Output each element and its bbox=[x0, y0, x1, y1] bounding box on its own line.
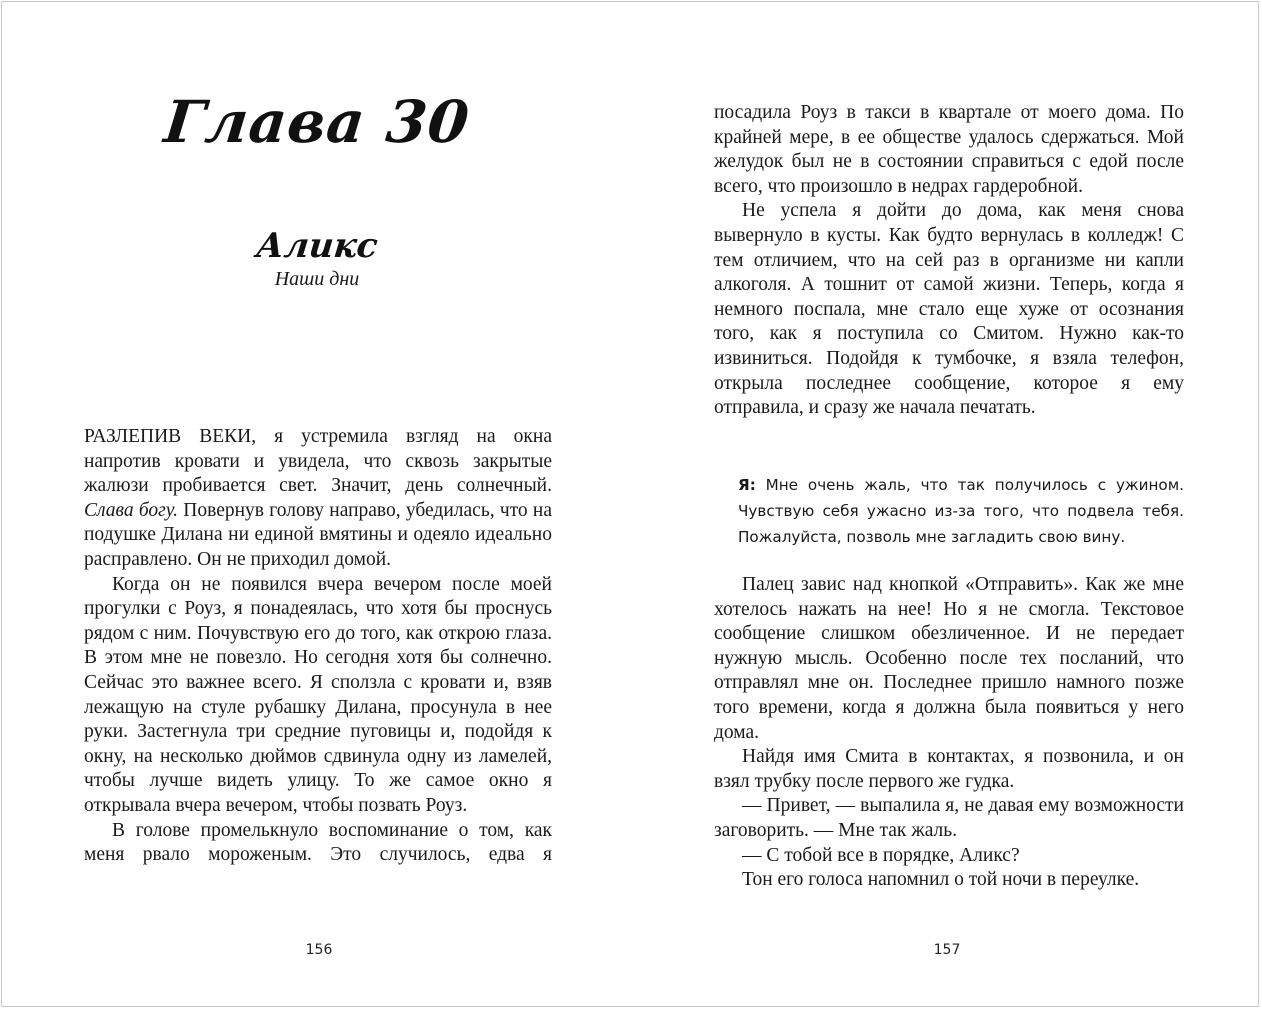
right-page-body-bottom bbox=[714, 573, 1184, 893]
left-page bbox=[2, 2, 632, 1008]
paragraph: Когда он не появился вчера вечером после моей прогулки с Роуз, я понадеялась, что хотя бы проснусь рядом с ним. Почувствую его до того, как открою глаза. В этом мне не повезло. Но сегодня хотя бы солнечно. Сейчас это важнее всего. Я сползла с кровати и, взяв лежащую на стуле рубашку Дилана, просунула в нее руки. Застегнула три средние пуговицы и, подойдя к окну, на несколько дюймов сдвинула одну из ламелей, чтобы лучше видеть улицу. То же самое окно я открывала вчера вечером, чтобы позвать Роуз. bbox=[84, 573, 552, 816]
italic-phrase: Слава богу. bbox=[84, 499, 179, 521]
paragraph: Найдя имя Смита в контактах, я позвонила, и он взял трубку после первого же гудка. bbox=[714, 746, 1184, 792]
pov-character-name: Аликс bbox=[254, 226, 380, 266]
right-page-body-top bbox=[714, 101, 1184, 421]
right-page bbox=[632, 2, 1260, 1008]
pov-time-subtitle: Наши дни bbox=[274, 268, 360, 290]
message-sender: Я: bbox=[738, 476, 756, 494]
paragraph bbox=[84, 425, 552, 573]
paragraph-lead: РАЗЛЕПИВ ВЕКИ, я устремила взгляд на окна напротив кровати и увидела, что сквозь закрытые жалюзи пробивается свет. Значит, день солнечный. bbox=[84, 426, 552, 497]
dialogue-line: — С тобой все в порядке, Аликс? bbox=[742, 844, 1020, 866]
page-number: 157 bbox=[933, 942, 961, 958]
paragraph: посадила Роуз в такси в квартале от моего дома. По крайней мере, в ее обществе удалось сдержаться. Мой желудок был не в состоянии справиться с едой после всего, что произошло в недрах гардеробной. bbox=[714, 102, 1184, 197]
left-page-body bbox=[84, 425, 552, 868]
paragraph-rest: Повернув голову направо, убедилась, что на подушке Дилана ни единой вмятины и одеяло идеально расправлено. Он не приходил домой. bbox=[84, 499, 552, 570]
book-spread bbox=[1, 1, 1259, 1007]
dialogue-line: — Привет, — выпалила я, не давая ему возможности заговорить. — Мне так жаль. bbox=[714, 795, 1184, 841]
chapter-title: Глава 30 bbox=[161, 88, 473, 156]
paragraph: В голове промелькнуло воспоминание о том, как меня рвало мороженым. Это случилось, едва я bbox=[84, 819, 552, 866]
paragraph: Не успела я дойти до дома, как меня снова вывернуло в кусты. Как будто вернулась в колледж! С тем отличием, что на сей раз в организме ни капли алкоголя. А тошнит от самой жизни. Теперь, когда я немного поспала, мне стало еще хуже от осознания того, как я поступила со Смитом. Нужно как-то извиниться. Подойдя к тумбочке, я взяла телефон, открыла последнее сообщение, которое я ему отправила, и сразу же начала печатать. bbox=[714, 200, 1184, 419]
message-text: Мне очень жаль, что так получилось с ужином. Чувствую себя ужасно из-за того, что подвела тебя. Пожалуйста, позволь мне загладить свою вину. bbox=[738, 476, 1184, 546]
paragraph: Палец завис над кнопкой «Отправить». Как же мне хотелось нажать на нее! Но я не смогла. Текстовое сообщение слишком обезличенное. И не передает нужную мысль. Особенно после тех посланий, что отправлял мне он. Последнее пришло намного позже того времени, когда я должна была появиться у него дома. bbox=[714, 574, 1184, 743]
page-number: 156 bbox=[305, 942, 333, 958]
text-message bbox=[738, 472, 1184, 550]
paragraph: Тон его голоса напомнил о той ночи в переулке. bbox=[742, 869, 1140, 891]
